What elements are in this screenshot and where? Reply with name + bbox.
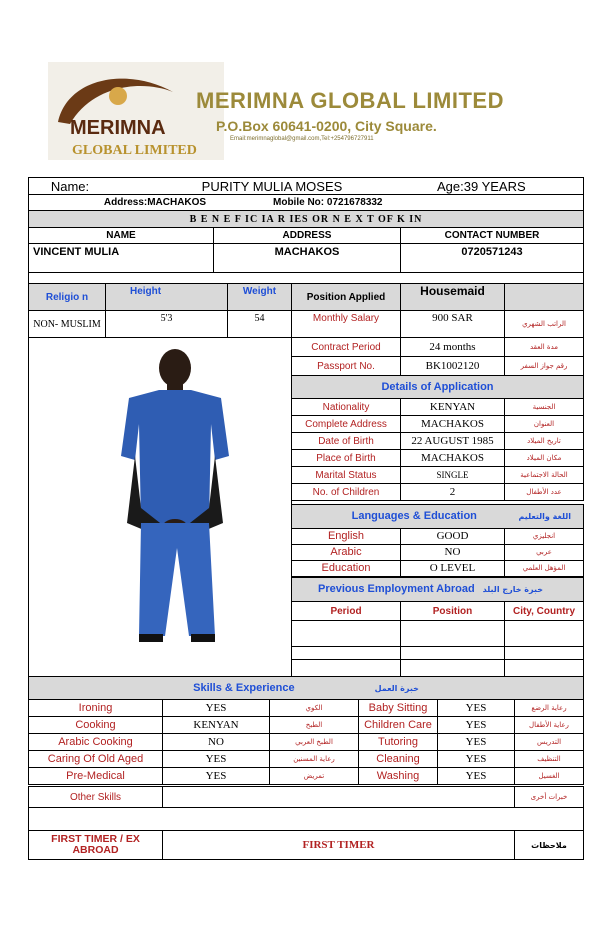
logo-text-sub: GLOBAL LIMITED bbox=[72, 143, 197, 158]
beneficiary-title: B E N E F IC IA R IES OR N E X T OF K IN bbox=[28, 210, 584, 228]
language-arabic: عربي bbox=[504, 544, 584, 561]
weight-label: Weight bbox=[227, 283, 292, 311]
skill-value: YES bbox=[162, 767, 270, 785]
skill-label: Cooking bbox=[28, 716, 163, 734]
languages-title-text: Languages & Education bbox=[351, 510, 477, 522]
skill-arabic: رعاية المسنين bbox=[269, 750, 359, 768]
skill-value: YES bbox=[437, 767, 515, 785]
skill-label: Pre-Medical bbox=[28, 767, 163, 785]
employment-row-2-city bbox=[504, 646, 584, 660]
skill-arabic: التنظيف bbox=[514, 750, 584, 768]
company-pobox: P.O.Box 60641-0200, City Square. bbox=[216, 118, 437, 134]
employment-title-arabic: خبرة خارج البلد bbox=[482, 585, 543, 594]
skill-label: Caring Of Old Aged bbox=[28, 750, 163, 768]
application-value: 22 AUGUST 1985 bbox=[400, 432, 505, 450]
mobile-value: Mobile No: 0721678332 bbox=[273, 197, 383, 208]
weight-value: 54 bbox=[227, 310, 292, 338]
company-contact: Email:merimnaglobal@gmail.com,Tel:+254796727911 bbox=[230, 136, 374, 142]
employment-row-1-period bbox=[291, 620, 401, 647]
religion-value: NON- MUSLIM bbox=[28, 310, 106, 338]
application-value: MACHAKOS bbox=[400, 449, 505, 467]
employment-row-2-position bbox=[400, 646, 505, 660]
language-value: NO bbox=[400, 544, 505, 561]
application-arabic: العنوان bbox=[504, 415, 584, 433]
skill-arabic: التدريس bbox=[514, 733, 584, 751]
candidate-photo bbox=[28, 337, 292, 677]
application-value: KENYAN bbox=[400, 398, 505, 416]
age-value: Age:39 YEARS bbox=[437, 178, 526, 194]
application-value: 2 bbox=[400, 483, 505, 501]
employment-row-3-city bbox=[504, 659, 584, 677]
skill-label: Children Care bbox=[358, 716, 438, 734]
skill-value: YES bbox=[437, 716, 515, 734]
first-timer-value: FIRST TIMER bbox=[162, 830, 515, 860]
beneficiary-col-contact: CONTACT NUMBER bbox=[400, 227, 584, 244]
other-skills-label: Other Skills bbox=[28, 786, 163, 808]
languages-title bbox=[291, 504, 584, 529]
beneficiary-col-name: NAME bbox=[28, 227, 214, 244]
employment-col-city: City, Country bbox=[504, 601, 584, 621]
height-label: Height bbox=[105, 283, 228, 311]
name-row bbox=[28, 177, 584, 195]
application-label: Nationality bbox=[291, 398, 401, 416]
language-label: Education bbox=[291, 560, 401, 577]
employment-row-2-period bbox=[291, 646, 401, 660]
other-skills-value bbox=[162, 786, 515, 808]
application-arabic: الحالة الاجتماعية bbox=[504, 466, 584, 484]
application-label: Place of Birth bbox=[291, 449, 401, 467]
application-arabic: عدد الأطفال bbox=[504, 483, 584, 501]
employment-col-period: Period bbox=[291, 601, 401, 621]
salary-arabic: الراتب الشهري bbox=[504, 310, 584, 338]
religion-label: Religio n bbox=[28, 283, 106, 311]
language-value: O LEVEL bbox=[400, 560, 505, 577]
employment-row-3-position bbox=[400, 659, 505, 677]
language-label: Arabic bbox=[291, 544, 401, 561]
beneficiary-name: VINCENT MULIA bbox=[28, 243, 214, 273]
remarks-arabic: ملاحظات bbox=[514, 830, 584, 860]
person-photo-image bbox=[29, 338, 291, 676]
beneficiary-col-address: ADDRESS bbox=[213, 227, 401, 244]
skills-title-arabic: خبرة العمل bbox=[374, 683, 419, 693]
employment-title bbox=[291, 577, 584, 602]
skill-label: Tutoring bbox=[358, 733, 438, 751]
skill-value: KENYAN bbox=[162, 716, 270, 734]
skill-label: Arabic Cooking bbox=[28, 733, 163, 751]
beneficiary-contact: 0720571243 bbox=[400, 243, 584, 273]
skill-arabic: رعاية الرضع bbox=[514, 699, 584, 717]
company-name: MERIMNA GLOBAL LIMITED bbox=[196, 88, 504, 113]
address-value: Address:MACHAKOS bbox=[103, 197, 207, 208]
logo-text-main: MERIMNA bbox=[70, 117, 166, 139]
application-arabic: الجنسية bbox=[504, 398, 584, 416]
contract-arabic: مدة العقد bbox=[504, 337, 584, 357]
skill-label: Cleaning bbox=[358, 750, 438, 768]
skills-title-text: Skills & Experience bbox=[193, 681, 295, 694]
application-arabic: تاريخ الميلاد bbox=[504, 432, 584, 450]
name-value: PURITY MULIA MOSES bbox=[201, 178, 343, 194]
position-value: Housemaid bbox=[400, 283, 505, 311]
skill-value: YES bbox=[162, 750, 270, 768]
position-label: Position Applied bbox=[291, 283, 401, 311]
application-arabic: مكان الميلاد bbox=[504, 449, 584, 467]
address-row bbox=[28, 194, 584, 211]
skill-arabic: الكوي bbox=[269, 699, 359, 717]
skill-value: NO bbox=[162, 733, 270, 751]
salary-label: Monthly Salary bbox=[291, 310, 401, 338]
skills-title bbox=[28, 676, 584, 700]
employment-col-position: Position bbox=[400, 601, 505, 621]
application-value: SINGLE bbox=[400, 466, 505, 484]
language-label: English bbox=[291, 528, 401, 545]
skill-arabic: تمريض bbox=[269, 767, 359, 785]
blank-row bbox=[28, 807, 584, 831]
beneficiary-address: MACHAKOS bbox=[213, 243, 401, 273]
application-label: Marital Status bbox=[291, 466, 401, 484]
skill-value: YES bbox=[437, 733, 515, 751]
language-arabic: انجليزي bbox=[504, 528, 584, 545]
employment-row-1-position bbox=[400, 620, 505, 647]
skill-value: YES bbox=[437, 699, 515, 717]
contract-value: 24 months bbox=[400, 337, 505, 357]
skill-arabic: الغسيل bbox=[514, 767, 584, 785]
application-label: Date of Birth bbox=[291, 432, 401, 450]
height-value: 5'3 bbox=[105, 310, 228, 338]
contract-label: Contract Period bbox=[291, 337, 401, 357]
application-label: No. of Children bbox=[291, 483, 401, 501]
employment-row-1-city bbox=[504, 620, 584, 647]
passport-arabic: رقم جواز السفر bbox=[504, 356, 584, 376]
skill-arabic: الطبخ العربي bbox=[269, 733, 359, 751]
application-title: Details of Application bbox=[291, 375, 584, 399]
name-label: Name: bbox=[50, 178, 90, 194]
passport-label: Passport No. bbox=[291, 356, 401, 376]
skill-arabic: الطبخ bbox=[269, 716, 359, 734]
first-timer-label: FIRST TIMER / EX ABROAD bbox=[28, 830, 163, 860]
position-blank bbox=[504, 283, 584, 311]
languages-title-arabic: اللغة والتعليم bbox=[518, 512, 571, 521]
application-value: MACHAKOS bbox=[400, 415, 505, 433]
passport-value: BK1002120 bbox=[400, 356, 505, 376]
skill-label: Washing bbox=[358, 767, 438, 785]
skill-arabic: رعاية الأطفال bbox=[514, 716, 584, 734]
other-skills-arabic: خبرات أخرى bbox=[514, 786, 584, 808]
application-label: Complete Address bbox=[291, 415, 401, 433]
skill-value: YES bbox=[162, 699, 270, 717]
skill-value: YES bbox=[437, 750, 515, 768]
language-value: GOOD bbox=[400, 528, 505, 545]
salary-value: 900 SAR bbox=[400, 310, 505, 338]
skill-label: Ironing bbox=[28, 699, 163, 717]
employment-row-3-period bbox=[291, 659, 401, 677]
skill-label: Baby Sitting bbox=[358, 699, 438, 717]
language-arabic: المؤهل العلمي bbox=[504, 560, 584, 577]
employment-title-text: Previous Employment Abroad bbox=[317, 583, 475, 595]
